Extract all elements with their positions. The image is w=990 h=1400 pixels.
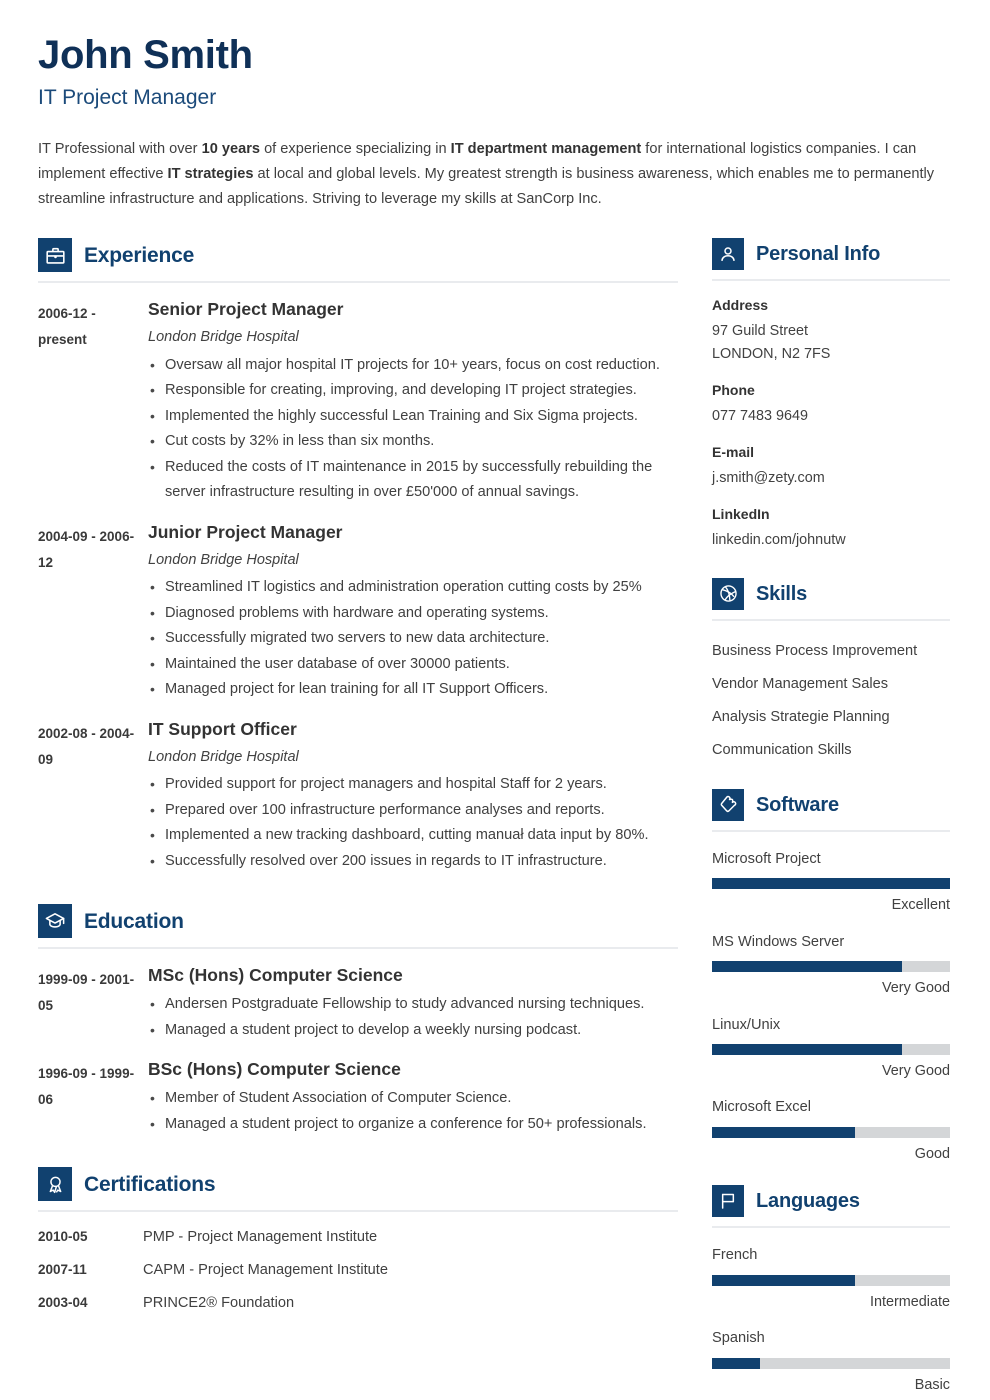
software-rating: [712, 850, 950, 915]
professional-summary: [38, 137, 950, 212]
section-personal-info: [712, 238, 950, 551]
section-title-education: Education: [84, 909, 184, 933]
personal-info-label: LinkedIn: [712, 505, 770, 522]
personal-info-value: 97 Guild Street: [712, 323, 808, 340]
language-rating-name: Spanish: [712, 1330, 765, 1347]
language-rating-bar: [712, 1358, 950, 1369]
section-title-certifications: Certifications: [84, 1172, 216, 1196]
bullet-item: • Successfully resolved over 200 issues in regards to IT infrastructure.: [148, 849, 678, 875]
summary-text: of experience specializing in: [260, 141, 451, 158]
section-software: [712, 789, 950, 1164]
software-rating-list: [712, 850, 950, 1164]
language-rating-list: [712, 1246, 950, 1394]
section-title-software: Software: [756, 793, 839, 816]
certification-name: PMP - Project Management Institute: [143, 1229, 378, 1246]
personal-info-value: linkedin.com/johnutw: [712, 531, 846, 548]
language-rating: [712, 1329, 950, 1394]
puzzle-piece-icon: [712, 789, 744, 821]
software-rating-name: Microsoft Project: [712, 850, 821, 867]
language-rating-name: French: [712, 1247, 758, 1264]
entry-role: IT Support Officer: [148, 718, 297, 739]
language-rating-level: Basic: [914, 1376, 950, 1393]
summary-emphasis: 10 years: [201, 141, 261, 158]
personal-info-list: [712, 297, 950, 551]
software-rating-level: Very Good: [882, 979, 950, 996]
page-title: John Smith: [38, 33, 253, 77]
education-entry-list: [38, 965, 678, 1137]
main-column: [38, 238, 678, 1317]
personal-info-block: [712, 506, 950, 552]
entry-body: [148, 965, 678, 1043]
bullet-item: • Maintained the user database of over 30000 patients.: [148, 652, 678, 678]
bullet-item: • Oversaw all major hospital IT projects for 10+ years, focus on cost reduction.: [148, 353, 678, 379]
section-header-skills: [712, 578, 950, 621]
software-rating-level: Good: [914, 1145, 950, 1162]
software-rating-bar: [712, 1127, 950, 1138]
experience-entry: [38, 299, 678, 505]
entry-date: 2002-08 - 2004-09: [38, 725, 135, 767]
person-icon: [712, 238, 744, 270]
personal-info-label: Phone: [712, 382, 755, 399]
entry-date: 1996-09 - 1999-06: [38, 1066, 135, 1108]
bullet-item: • Streamlined IT logistics and administration operation cutting costs by 25%: [148, 575, 678, 601]
language-rating-bar-fill: [712, 1358, 760, 1369]
bullet-item: • Cut costs by 32% in less than six months.: [148, 429, 678, 455]
experience-entry: [38, 522, 678, 703]
certification-row: [38, 1262, 678, 1278]
bullet-item: • Provided support for project managers and hospital Staff for 2 years.: [148, 772, 678, 798]
bullet-item: • Implemented a new tracking dashboard, cutting manuał data input by 80%.: [148, 823, 678, 849]
personal-info-label: Address: [712, 297, 769, 314]
bullet-item: • Prepared over 100 infrastructure performance analyses and reports.: [148, 798, 678, 824]
software-rating-level: Excellent: [891, 896, 950, 913]
personal-info-value: 077 7483 9649: [712, 408, 809, 425]
skill-item: Communication Skills: [712, 741, 852, 758]
section-skills: [712, 578, 950, 767]
entry-role: Junior Project Manager: [148, 521, 343, 542]
software-rating-name: MS Windows Server: [712, 933, 845, 950]
entry-organization: London Bridge Hospital: [148, 329, 299, 346]
education-entry: [38, 965, 678, 1043]
software-rating: [712, 933, 950, 998]
personal-info-value: LONDON, N2 7FS: [712, 346, 831, 363]
section-header-experience: [38, 238, 678, 283]
briefcase-icon: [38, 238, 72, 272]
flag-icon: [712, 1185, 744, 1217]
entry-body: [148, 522, 678, 703]
entry-degree: BSc (Hons) Computer Science: [148, 1059, 401, 1080]
experience-entry-list: [38, 299, 678, 874]
software-rating-bar-fill: [712, 878, 950, 889]
entry-role: Senior Project Manager: [148, 299, 344, 320]
language-rating-bar: [712, 1275, 950, 1286]
personal-info-value: j.smith@zety.com: [712, 469, 825, 486]
entry-date: 2006-12 - present: [38, 306, 96, 348]
entry-degree: MSc (Hons) Computer Science: [148, 965, 403, 986]
software-rating-name: Linux/Unix: [712, 1016, 781, 1033]
section-experience: [38, 238, 678, 874]
graduation-cap-icon: [38, 904, 72, 938]
bullet-item: • Successfully migrated two servers to new data architecture.: [148, 626, 678, 652]
skill-item: Analysis Strategie Planning: [712, 708, 890, 725]
language-rating-level: Intermediate: [870, 1293, 950, 1310]
summary-text: IT Professional with over: [38, 141, 202, 158]
bullet-item: • Andersen Postgraduate Fellowship to study advanced nursing techniques.: [148, 992, 678, 1018]
entry-date: 2004-09 - 2006-12: [38, 528, 135, 570]
section-title-languages: Languages: [756, 1190, 860, 1213]
skill-list: [712, 635, 950, 767]
software-rating: [712, 1098, 950, 1163]
summary-text: at local and global levels. My greatest strength is business awareness, which enables me to permanently streamline infrastructure and applications. Striving to leverage my skills at SanCorp Inc.: [38, 166, 935, 208]
summary-emphasis: IT department management: [450, 141, 642, 158]
education-entry: [38, 1059, 678, 1137]
entry-bullet-list: [148, 1086, 678, 1137]
bullet-item: • Responsible for creating, improving, and developing IT project strategies.: [148, 378, 678, 404]
certification-date: 2007-11: [38, 1262, 87, 1278]
software-rating-bar-fill: [712, 1127, 855, 1138]
certification-date: 2003-04: [38, 1295, 88, 1311]
section-header-education: [38, 904, 678, 949]
software-rating-bar: [712, 878, 950, 889]
section-languages: [712, 1185, 950, 1394]
entry-bullet-list: [148, 575, 678, 703]
summary-text: for international logistics companies. I can implement effective: [38, 141, 917, 183]
section-header-certifications: [38, 1167, 678, 1212]
certification-date: 2010-05: [38, 1229, 88, 1245]
language-rating: [712, 1246, 950, 1311]
section-header-languages: [712, 1185, 950, 1228]
certification-name: CAPM - Project Management Institute: [143, 1262, 388, 1279]
bullet-item: • Reduced the costs of IT maintenance in 2015 by successfully rebuilding the server infrastructure resulting in over £50'000 of annual savings.: [148, 455, 678, 506]
skill-item: Business Process Improvement: [712, 642, 918, 659]
bullet-item: • Implemented the highly successful Lean Training and Six Sigma projects.: [148, 404, 678, 430]
personal-info-block: [712, 297, 950, 366]
bullet-item: • Managed a student project to organize a conference for 50+ professionals.: [148, 1112, 678, 1138]
entry-bullet-list: [148, 772, 678, 874]
entry-body: [148, 1059, 678, 1137]
section-title-skills: Skills: [756, 582, 808, 605]
resume-header: [38, 34, 950, 212]
software-rating: [712, 1016, 950, 1081]
software-rating-name: Microsoft Excel: [712, 1099, 811, 1116]
section-title-personal-info: Personal Info: [756, 243, 881, 266]
entry-body: [148, 719, 678, 874]
software-rating-level: Very Good: [882, 1062, 950, 1079]
language-rating-bar-fill: [712, 1275, 855, 1286]
personal-info-label: E-mail: [712, 444, 755, 461]
experience-entry: [38, 719, 678, 874]
bullet-item: • Diagnosed problems with hardware and operating systems.: [148, 601, 678, 627]
entry-organization: London Bridge Hospital: [148, 748, 299, 765]
certification-row: [38, 1295, 678, 1311]
entry-organization: London Bridge Hospital: [148, 551, 299, 568]
entry-bullet-list: [148, 353, 678, 506]
software-rating-bar-fill: [712, 1044, 902, 1055]
entry-date: 1999-09 - 2001-05: [38, 972, 135, 1014]
certification-list: [38, 1229, 678, 1311]
entry-bullet-list: [148, 992, 678, 1043]
section-header-software: [712, 789, 950, 832]
bullet-item: • Managed project for lean training for all IT Support Officers.: [148, 677, 678, 703]
certification-name: PRINCE2® Foundation: [143, 1295, 295, 1312]
software-rating-bar: [712, 1044, 950, 1055]
summary-emphasis: IT strategies: [167, 166, 254, 183]
ball-icon: [712, 578, 744, 610]
sidebar-column: [712, 238, 950, 1400]
software-rating-bar-fill: [712, 961, 902, 972]
entry-body: [148, 299, 678, 505]
section-certifications: [38, 1167, 678, 1311]
personal-info-block: [712, 382, 950, 428]
section-title-experience: Experience: [84, 243, 195, 267]
bullet-item: • Member of Student Association of Computer Science.: [148, 1086, 678, 1112]
certification-row: [38, 1229, 678, 1245]
job-title: IT Project Manager: [38, 86, 217, 110]
bullet-item: • Managed a student project to develop a weekly nursing podcast.: [148, 1018, 678, 1044]
award-ribbon-icon: [38, 1167, 72, 1201]
section-header-personal-info: [712, 238, 950, 281]
personal-info-block: [712, 444, 950, 490]
resume-body: [38, 238, 950, 1400]
section-education: [38, 904, 678, 1137]
software-rating-bar: [712, 961, 950, 972]
skill-item: Vendor Management Sales: [712, 675, 889, 692]
